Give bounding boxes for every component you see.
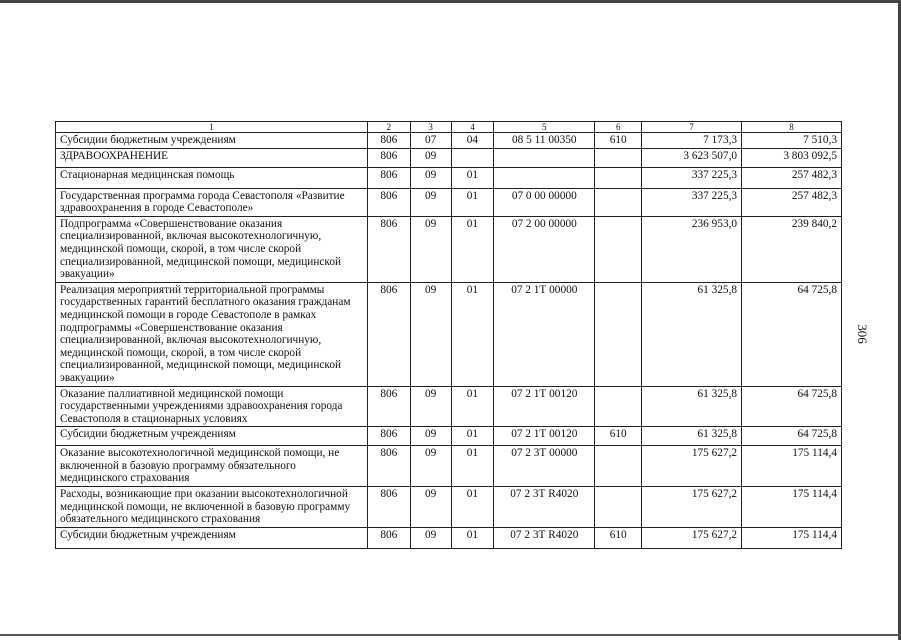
row-sum-2: 175 114,4 [742, 527, 842, 548]
row-gr: 806 [367, 527, 410, 548]
column-number: 6 [595, 122, 642, 133]
row-vr [595, 487, 642, 528]
row-name: Субсидии бюджетным учреждениям [56, 527, 368, 548]
column-number: 4 [451, 122, 494, 133]
row-sum-1: 7 173,3 [642, 133, 742, 149]
row-rz: 09 [410, 148, 451, 167]
column-number: 5 [494, 122, 595, 133]
row-sum-1: 61 325,8 [642, 282, 742, 386]
row-rz: 09 [410, 427, 451, 446]
row-pr: 01 [451, 487, 494, 528]
row-gr: 806 [367, 282, 410, 386]
table-row [56, 487, 842, 528]
row-csr: 07 2 1Т 00000 [494, 282, 595, 386]
row-csr: 08 5 11 00350 [494, 133, 595, 149]
row-vr [595, 188, 642, 216]
row-pr: 01 [451, 446, 494, 487]
row-gr: 806 [367, 148, 410, 167]
row-rz: 09 [410, 446, 451, 487]
budget-table [55, 121, 842, 549]
row-sum-1: 175 627,2 [642, 446, 742, 487]
row-pr: 01 [451, 167, 494, 188]
row-sum-1: 337 225,3 [642, 167, 742, 188]
row-sum-2: 257 482,3 [742, 188, 842, 216]
row-rz: 09 [410, 487, 451, 528]
row-vr [595, 216, 642, 282]
row-gr: 806 [367, 487, 410, 528]
row-name: Субсидии бюджетным учреждениям [56, 427, 368, 446]
row-vr [595, 282, 642, 386]
table-row [56, 446, 842, 487]
row-sum-2: 64 725,8 [742, 282, 842, 386]
row-pr [451, 148, 494, 167]
row-sum-1: 236 953,0 [642, 216, 742, 282]
row-rz: 09 [410, 216, 451, 282]
row-gr: 806 [367, 133, 410, 149]
scan-border-bottom [0, 634, 901, 636]
column-number: 8 [742, 122, 842, 133]
table-row [56, 188, 842, 216]
row-name: Реализация мероприятий территориальной программы государственных гарантий бесплатного оказания гражданам медицинской помощи в городе Севастополе в рамках подпрограммы «Совершенствование оказания специализированной, включая высокотехнологичную, медицинской помощи, скорой, в том числе скорой специализированной, медицинской помощи, медицинской эвакуации» [56, 282, 368, 386]
row-sum-2: 7 510,3 [742, 133, 842, 149]
row-pr: 01 [451, 216, 494, 282]
row-sum-1: 337 225,3 [642, 188, 742, 216]
row-gr: 806 [367, 386, 410, 427]
row-sum-1: 175 627,2 [642, 487, 742, 528]
table-row [56, 527, 842, 548]
row-sum-1: 175 627,2 [642, 527, 742, 548]
row-sum-2: 64 725,8 [742, 427, 842, 446]
table-row [56, 427, 842, 446]
row-pr: 01 [451, 527, 494, 548]
row-csr: 07 2 1Т 00120 [494, 386, 595, 427]
row-pr: 01 [451, 427, 494, 446]
row-name: Подпрограмма «Совершенствование оказания специализированной, включая высокотехнологичную, медицинской помощи, скорой, в том числе скорой специализированной, медицинской помощи, медицинской эвакуации» [56, 216, 368, 282]
row-vr [595, 167, 642, 188]
row-csr: 07 2 3Т R4020 [494, 527, 595, 548]
column-number: 3 [410, 122, 451, 133]
row-gr: 806 [367, 188, 410, 216]
row-vr: 610 [595, 527, 642, 548]
row-pr: 01 [451, 188, 494, 216]
row-pr: 04 [451, 133, 494, 149]
row-vr: 610 [595, 133, 642, 149]
row-rz: 09 [410, 386, 451, 427]
row-sum-2: 257 482,3 [742, 167, 842, 188]
row-csr [494, 167, 595, 188]
table-row [56, 282, 842, 386]
row-vr: 610 [595, 427, 642, 446]
row-sum-2: 64 725,8 [742, 386, 842, 427]
row-rz: 07 [410, 133, 451, 149]
row-rz: 09 [410, 167, 451, 188]
row-sum-2: 3 803 092,5 [742, 148, 842, 167]
row-csr: 07 2 1Т 00120 [494, 427, 595, 446]
row-pr: 01 [451, 282, 494, 386]
row-rz: 09 [410, 282, 451, 386]
row-gr: 806 [367, 216, 410, 282]
row-csr [494, 148, 595, 167]
row-name: Расходы, возникающие при оказании высокотехнологичной медицинской помощи, не включенной в базовую программу обязательного медицинского страхования [56, 487, 368, 528]
row-name: Субсидии бюджетным учреждениям [56, 133, 368, 149]
row-gr: 806 [367, 427, 410, 446]
row-rz: 09 [410, 527, 451, 548]
row-sum-2: 175 114,4 [742, 446, 842, 487]
table-row [56, 148, 842, 167]
row-name: Оказание высокотехнологичной медицинской помощи, не включенной в базовую программу обязательного медицинского страхования [56, 446, 368, 487]
row-name: ЗДРАВООХРАНЕНИЕ [56, 148, 368, 167]
row-vr [595, 386, 642, 427]
table-row [56, 167, 842, 188]
row-name: Государственная программа города Севастополя «Развитие здравоохранения в городе Севастополе» [56, 188, 368, 216]
row-pr: 01 [451, 386, 494, 427]
row-sum-2: 175 114,4 [742, 487, 842, 528]
column-number: 2 [367, 122, 410, 133]
row-vr [595, 148, 642, 167]
column-number: 7 [642, 122, 742, 133]
row-sum-1: 61 325,8 [642, 386, 742, 427]
row-csr: 07 2 00 00000 [494, 216, 595, 282]
column-number-row [56, 122, 842, 133]
page-number: 306 [854, 324, 870, 344]
table-row [56, 386, 842, 427]
scan-border-top [0, 0, 901, 3]
row-sum-2: 239 840,2 [742, 216, 842, 282]
row-rz: 09 [410, 188, 451, 216]
row-gr: 806 [367, 167, 410, 188]
row-csr: 07 2 3Т R4020 [494, 487, 595, 528]
table-row [56, 216, 842, 282]
row-sum-1: 3 623 507,0 [642, 148, 742, 167]
table-row [56, 133, 842, 149]
row-csr: 07 2 3Т 00000 [494, 446, 595, 487]
row-name: Стационарная медицинская помощь [56, 167, 368, 188]
row-vr [595, 446, 642, 487]
row-csr: 07 0 00 00000 [494, 188, 595, 216]
column-number: 1 [56, 122, 368, 133]
row-name: Оказание паллиативной медицинской помощи государственными учреждениями здравоохранения города Севастополя в стационарных условиях [56, 386, 368, 427]
row-gr: 806 [367, 446, 410, 487]
row-sum-1: 61 325,8 [642, 427, 742, 446]
